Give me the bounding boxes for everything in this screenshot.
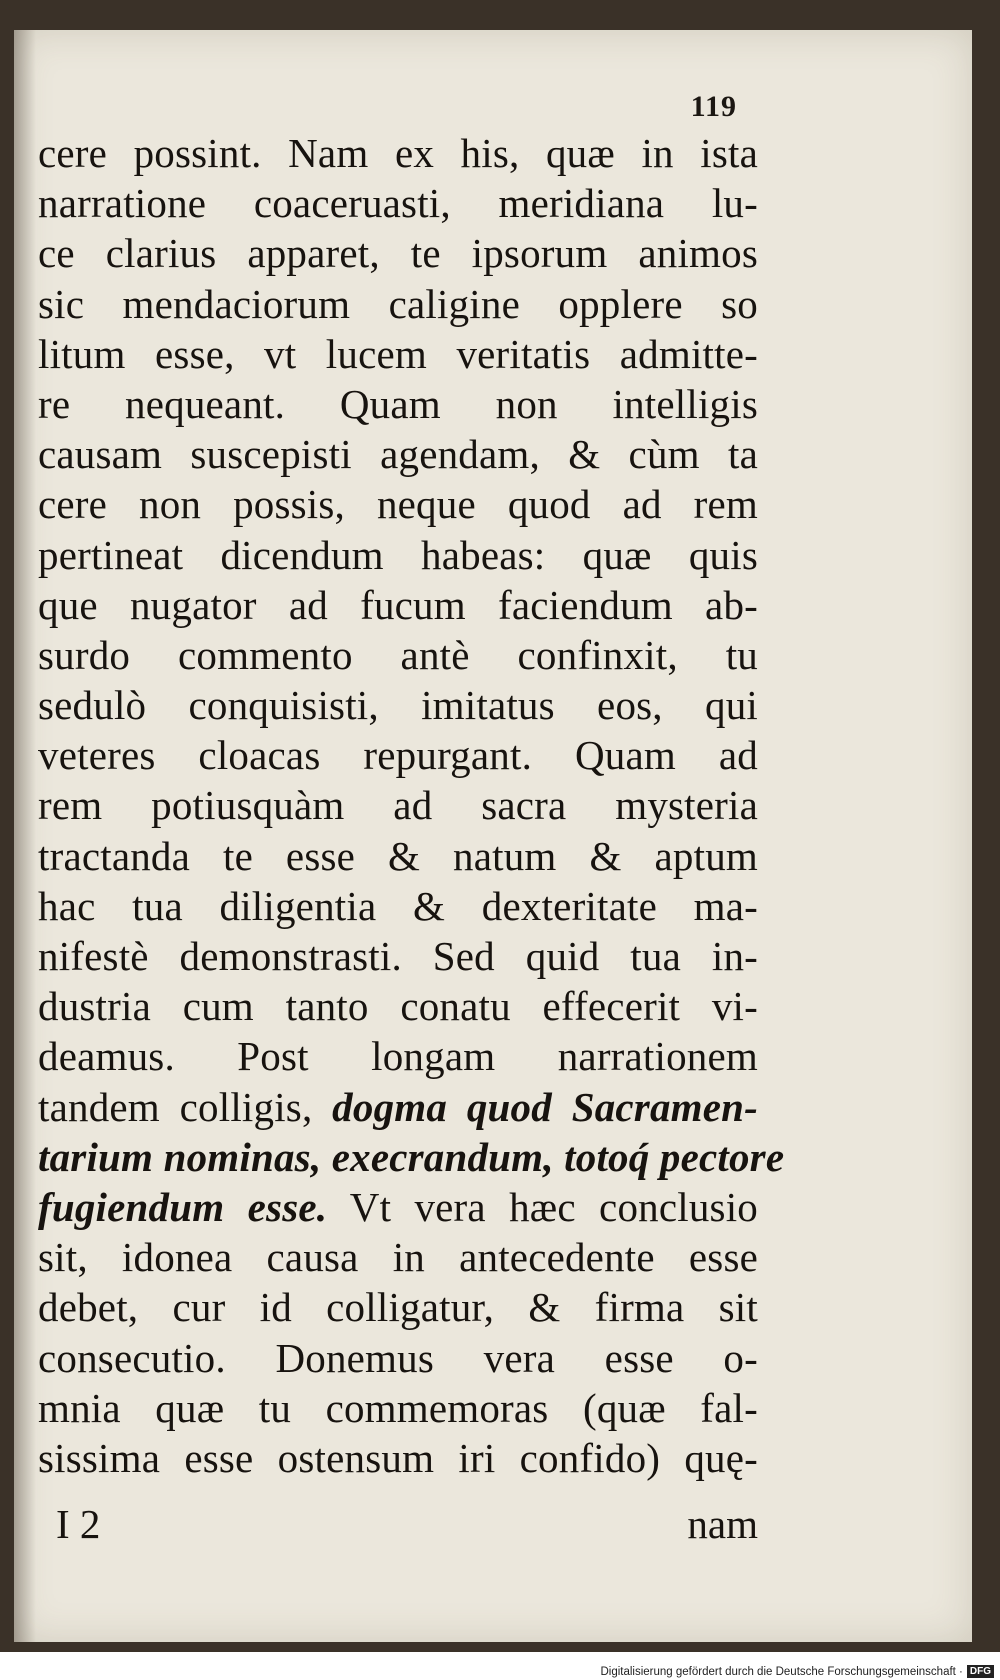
gutter-shadow: [14, 30, 36, 1642]
page-foot: [38, 1500, 758, 1550]
digitization-credit: [600, 1665, 994, 1678]
text-line: litum esse, vt lucem veritatis admitte-: [38, 330, 758, 377]
roman-run: tandem colligis,: [38, 1083, 333, 1130]
text-line: tractanda te esse & natum & aptum: [38, 832, 758, 879]
text-line: dustria cum tanto conatu effecerit vi-: [38, 983, 758, 1030]
text-line-mixed: [38, 1082, 758, 1132]
text-line: cere non possis, neque quod ad rem: [38, 481, 758, 528]
text-line: deamus. Post longam narrationem: [38, 1033, 758, 1080]
book-page: [14, 30, 972, 1642]
body-text: [38, 128, 785, 1483]
text-line: mnia quæ tu commemoras (quæ fal-: [38, 1384, 758, 1431]
dfg-logo-icon: DFG: [967, 1665, 994, 1678]
credit-text: Digitalisierung gefördert durch die Deutsche Forschungsgemeinschaft ·: [600, 1665, 963, 1678]
text-line: sic mendaciorum caligine opplere so: [38, 280, 758, 327]
page-number: 119: [690, 90, 737, 123]
text-line: nifestè demonstrasti. Sed quid tua in-: [38, 933, 758, 979]
catchword: nam: [687, 1501, 758, 1547]
text-line: pertineat dicendum habeas: quæ quis: [38, 531, 758, 578]
text-line: cere possint. Nam ex his, quæ in ista: [38, 130, 758, 176]
text-line: consecutio. Donemus vera esse o-: [38, 1334, 758, 1381]
text-line: hac tua diligentia & dexteritate ma-: [38, 882, 758, 929]
text-line: causam suscepisti agendam, & cùm ta: [38, 431, 758, 478]
signature-mark: I 2: [56, 1501, 101, 1547]
text-line-italic: tarium nominas, execrandum, totoq́ pectore: [38, 1133, 785, 1180]
text-line: sit, idonea causa in antecedente esse: [38, 1234, 758, 1281]
text-line: veteres cloacas repurgant. Quam ad: [38, 732, 758, 779]
text-line-mixed: [38, 1182, 758, 1232]
text-line: re nequeant. Quam non intelligis: [38, 380, 758, 427]
text-line: sissima esse ostensum iri confido) quę-: [38, 1434, 758, 1481]
text-line: ce clarius apparet, te ipsorum animos: [38, 230, 758, 277]
italic-run: dogma quod Sacramen-: [332, 1083, 758, 1130]
text-line: debet, cur id colligatur, & firma sit: [38, 1284, 758, 1331]
text-line: narratione coaceruasti, meridiana lu-: [38, 180, 758, 227]
text-line: rem potiusquàm ad sacra mysteria: [38, 782, 758, 829]
italic-run: fugiendum esse.: [38, 1183, 328, 1230]
text-line: sedulò conquisisti, imitatus eos, qui: [38, 682, 758, 729]
text-line: surdo commento antè confinxit, tu: [38, 631, 758, 678]
roman-run: Vt vera hæc conclusio: [327, 1183, 758, 1230]
text-line: que nugator ad fucum faciendum ab-: [38, 581, 758, 628]
